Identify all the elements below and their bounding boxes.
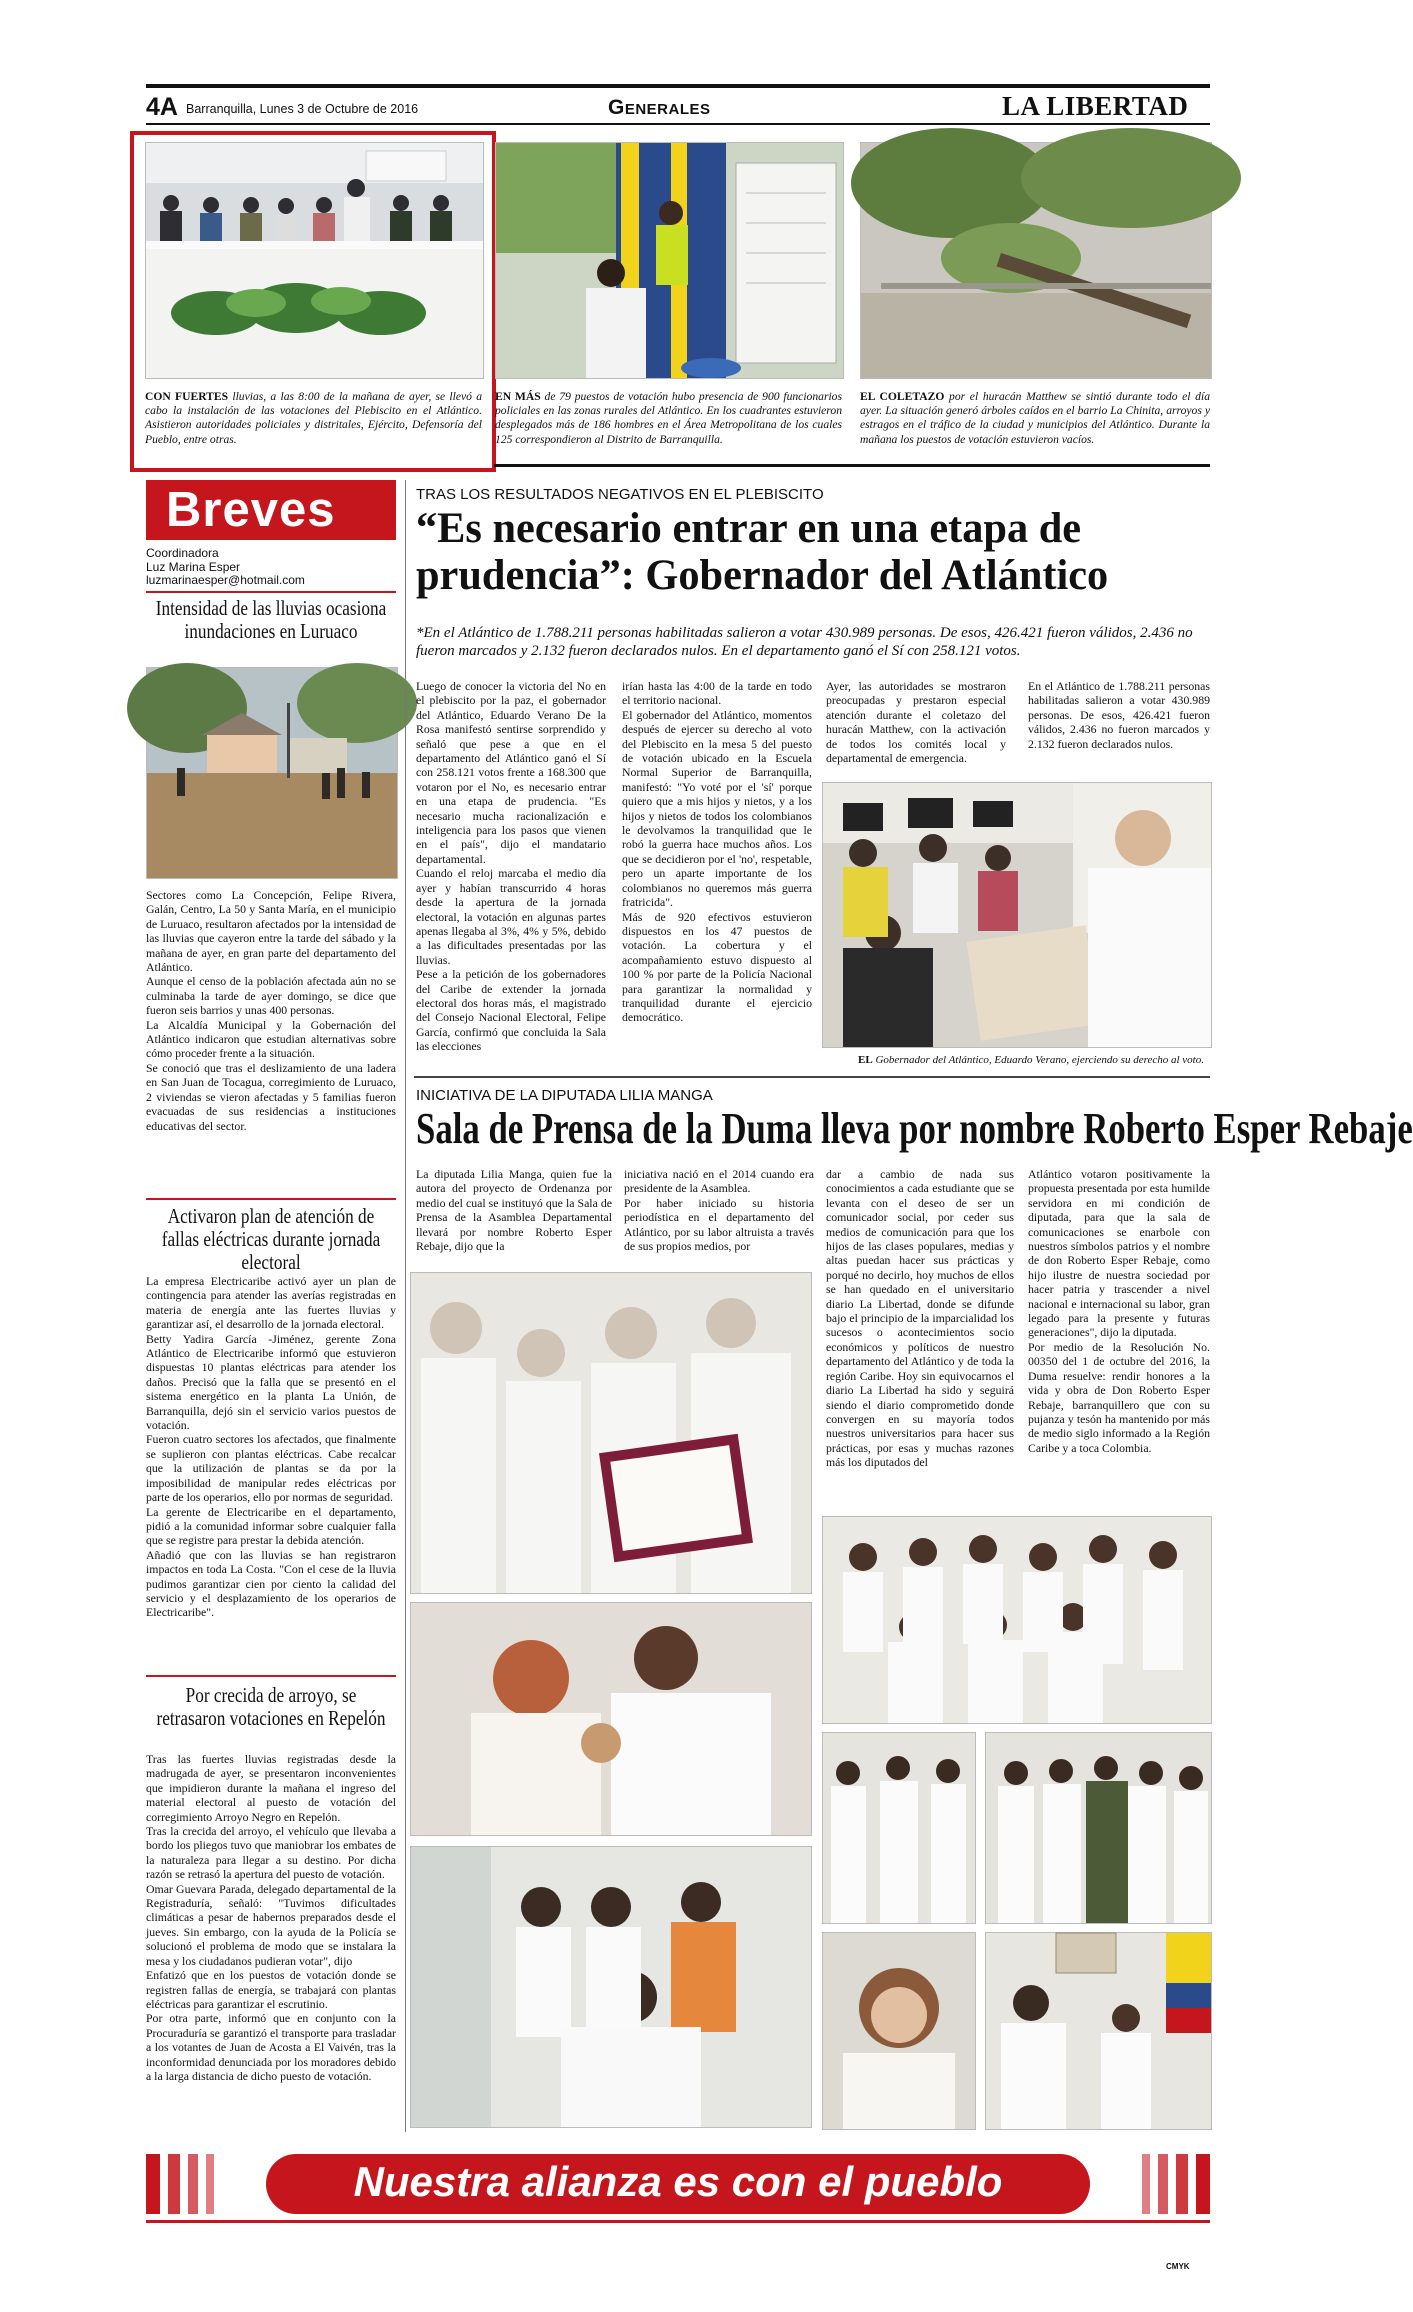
breves-banner (146, 480, 396, 540)
photo-flood-luruaco (146, 667, 398, 879)
column-divider (405, 480, 406, 2132)
page-number: 4A (146, 93, 178, 121)
article1-col2: irían hasta las 4:00 de la tarde en todo el territorio nacional. El gobernador del Atlántico, momentos después de ejercer su derecho al voto del Plebiscito en la mesa 5 del puesto de votación ubicado en la Escuela Normal Superior de Barranquilla, manifestó: "Yo voté por el 'sí' porque quiero que a mis hijos y nietos, y a los hijos y nietos de todos los colombianos le devolvamos la tranquilidad que le robó la guerra hace muchos años. Los que se decidieron por el 'no', respetable, pero un aparte importante de los colombianos no queremos más guerra fratricida". Más de 920 efectivos estuvieron dispuestos en los 47 puestos de votación. La cobertura y el acompañamiento estuvo dispuesto al 100 % por parte de la Policía Nacional para garantizar la normalidad y tranquilidad durante el ejercicio democrático. (622, 679, 812, 1025)
photo-medal-ceremony (410, 1602, 812, 1836)
photo-honoree-seated (410, 1846, 812, 2128)
breves-divider-1 (146, 591, 396, 593)
slogan-banner (146, 2152, 1210, 2216)
photo-fallen-tree (860, 142, 1212, 379)
cmyk-mark: CMYK (1166, 2262, 1190, 2271)
caption-police-voting: EN MÁS de 79 puestos de votación hubo presencia de 900 funcionarios policiales en las zonas rurales del Atlántico. En los cuadrantes estuvieron desplegados más de 186 hombres en el Área Metropolitana de los cuales 125 correspondieron al Distrito de Barranquilla. (495, 390, 842, 446)
breves-divider-2 (146, 1198, 396, 1200)
brief-body-electricaribe: La empresa Electricaribe activó ayer un plan de contingencia para atender las averías registradas en materia de energía ante las fuertes lluvias y garantizar así, el desarrollo de la jornada electoral. Betty Yadira García -Jiménez, gerente Zona Atlántico de Electricaribe informó que estuvieron dispuestas 10 plantas eléctricas para atender los daños. Precisó que la falla que se presentó en el sistema energético en la planta La Unión, de Barranquilla, dejó sin el servicio varios puestos de votación. Fueron cuatro sectores los afectados, que finalmente se suplieron con plantas eléctricas. Cabe recalcar que la utilización de plantas se da por la imposibilidad de manipular redes eléctricas por parte de los operarios, ello por normas de seguridad. La gerente de Electricaribe en el departamento, pidió a la comunidad informar sobre cualquier falla que se registre para prestar la debida atención. Añadió que con las lluvias se han registraron impactos en toda La Costa. "Con el cese de la lluvia pudimos garantizar cien por ciento la calidad del servicio y el desplazamiento de los operarios de Electricaribe". (146, 1274, 396, 1620)
caption-installation: CON FUERTES lluvias, a las 8:00 de la mañana de ayer, se llevó a cabo la instalación de las votaciones del Plebiscito en el Atlántico. Asistieron autoridades policiales y distritales, Ejército, Defensoría del Pueblo, entre otras. (145, 390, 482, 446)
coordinator-email: luzmarinaesper@hotmail.com (146, 573, 305, 587)
article-separator (414, 1076, 1210, 1078)
breves-title: Breves (166, 483, 336, 537)
footer-rule (146, 2220, 1210, 2223)
caption-fallen-tree: EL COLETAZO por el huracán Matthew se sintió durante todo el día ayer. La situación generó árboles caídos en el barrio La Chinita, arroyos y estragos en el tráfico de la ciudad y municipios del Atlántico. Durante la mañana los puestos de votación estuvieron vacíos. (860, 390, 1211, 446)
article1-headline: “Es necesario entrar en una etapa de prudencia”: Gobernador del Atlántico (416, 505, 1109, 599)
slogan-text: Nuestra alianza es con el pueblo (353, 2158, 1003, 2205)
article2-col2: iniciativa nació en el 2014 cuando era presidente de la Asamblea. Por haber iniciado su historia periodística en el departamento del Atlántico, por su labor altruista a través de sus propios medios, por (624, 1167, 814, 1254)
header-bottom-rule (146, 123, 1210, 125)
photo-men-standing (822, 1732, 976, 1924)
article1-col1: Luego de conocer la victoria del No en el plebiscito por la paz, el gobernador del Atlántico, Eduardo Verano De la Rosa manifestó sentirse sorprendido y señaló que pese a que en el departamento del Atlántico ganó el Sí con 258.121 votos frente a 168.300 que votaron por el No, es necesario entrar en una etapa de prudencia. "Es necesario mucha racionalización e inteligencia para los pasos que vienen en el país", dijo el mandatario departamental. Cuando el reloj marcaba el medio día ayer y habían transcurrido 4 horas desde la apertura de la jornada electoral, la votación en algunas partes apenas llegaba al 3%, 4% y 5%, debido a las dificultades presentadas por las lluvias. Pese a la petición de los gobernadores del Caribe de extender la jornada electoral dos horas más, el magistrado del Consejo Nacional Electoral, Felipe García, confirmó que concluida la Sala las elecciones (416, 679, 606, 1054)
newspaper-name: LA LIBERTAD (1002, 91, 1189, 121)
photo-group-resolution (410, 1272, 812, 1594)
article1-col4: En el Atlántico de 1.788.211 personas habilitadas salieron a votar 430.989 personas. De esos, 426.421 fueron válidos, 2.436 no fueron marcados y 2.132 fueron declarados nulos. (1028, 679, 1210, 751)
article2-col1: La diputada Lilia Manga, quien fue la autora del proyecto de Ordenanza por medio del cual se instituyó que la Sala de Prensa de la Asamblea Departamental llevará por nombre Roberto Esper Rebaje, dijo que la (416, 1167, 612, 1254)
photo-woman-smiling (822, 1932, 976, 2130)
photo-installation (145, 142, 484, 379)
photo-honoree-flag (985, 1932, 1212, 2130)
breves-coordinator: Coordinadora Luz Marina Esper luzmarinaesper@hotmail.com (146, 546, 305, 587)
article1-deck: *En el Atlántico de 1.788.211 personas habilitadas salieron a votar 430.989 personas. De esos, 426.421 fueron válidos, 2.436 no fueron marcados y 2.132 fueron declarados nulos. En el departamento ganó el Sí con 258.121 votos. (416, 625, 1193, 659)
photo-police-voting (495, 142, 844, 379)
brief-title-repelon: Por crecida de arroyo, se retrasaron votaciones en Repelón (156, 1683, 386, 1730)
caption-governor-voting: EL Gobernador del Atlántico, Eduardo Verano, ejerciendo su derecho al voto. (858, 1054, 1204, 1066)
breves-divider-3 (146, 1675, 396, 1677)
brief-body-repelon: Tras las fuertes lluvias registradas desde la madrugada de ayer, se presentaron inconvenientes que impidieron durante la mañana el ingreso del material electoral al puesto de votación del corregimiento Arroyo Negro en Repelón. Tras la crecida del arroyo, el vehículo que llevaba a bordo los pliegos tuvo que maniobrar los embates de la naturaleza para llegar a su destino. Por dicha razón se retrasó la apertura del puesto de votación. Omar Guevara Parada, delegado departamental de la Registraduría, señaló: "Tuvimos dificultades climáticas a pesar de habernos preparados desde el jueves. Sin embargo, con la ayuda de la Policía se solucionó el problema de modo que se instalara la mesa y los ciudadanos pudieran votar", dijo Enfatizó que en los puestos de votación donde se registren fallas de energía, se trabajará con plantas eléctricas para garantizar el escrutinio. Por otra parte, informó que en conjunto con la Procuraduría se garantizó el transporte para trasladar a los votantes de Juan de Acosta a El Vaivén, tras la inconformidad denunciada por los moradores debido a la larga distancia de dicho puesto de votación. (146, 1752, 396, 2083)
photo-governor-voting (822, 782, 1212, 1048)
brief-title-luruaco: Intensidad de las lluvias ocasiona inundaciones en Luruaco (155, 596, 387, 643)
article2-col3: dar a cambio de nada sus conocimientos a cada estudiante que se levanta con el deseo de ser un comunicador social, por ceder sus medios de comunicación para que los hijos de las clases populares, medias y altas puedan hacer sus prácticas y porqué no decirlo, hoy muchos de ellos se han quedado en el universitario diario La Libertad, donde se difunde bajo el principio de la imparcialidad los sucesos o acontecimientos socio económicos y políticos de nuestro departamento del Atlántico y de toda la región Caribe. Hoy sin equivocarnos el diario La Libertad ha sido y seguirá siendo el diario comprometido donde convergen en su mayoría todos nuestros universitarios para hacer sus prácticas, por esas y muchas razones más los diputados del (826, 1167, 1014, 1470)
article2-headline: Sala de Prensa de la Duma lleva por nombre Roberto Esper Rebaje (416, 1104, 1413, 1153)
photo-police-officer (985, 1732, 1212, 1924)
photo-group-white (822, 1516, 1212, 1724)
article1-col3: Ayer, las autoridades se mostraron preocupadas y prestaron especial atención durante el coletazo del huracán Matthew, con la activación de todos los comités local y departamental de emergencia. (826, 679, 1006, 766)
article2-kicker: INICIATIVA DE LA DIPUTADA LILIA MANGA (416, 1087, 713, 1104)
header-top-rule (146, 84, 1210, 88)
date-line: Barranquilla, Lunes 3 de Octubre de 2016 (186, 102, 419, 116)
article1-kicker: TRAS LOS RESULTADOS NEGATIVOS EN EL PLEBISCITO (416, 486, 824, 503)
section-name: Generales (608, 96, 711, 119)
brief-title-electricaribe: Activaron plan de atención de fallas eléctricas durante jornada electoral (161, 1204, 381, 1274)
article2-col4: Atlántico votaron positivamente la propuesta presentada por esta humilde servidora en mi condición de diputada, para que la sala de comunicaciones se enarbole con nuestros símbolos patrios y el nombre de don Roberto Esper Rebaje, como hijo ilustre de nuestra sociedad por hacer patria y trascender a nivel nacional e internacional su labor, gran legado para la presente y futuras generaciones", dijo la diputada. Por medio de la Resolución No. 00350 del 1 de octubre del 2016, la Duma resuelve: rendir honores a la vida y obra de Don Roberto Esper Rebaje, barranquillero que con su pujanza y tesón ha mantenido por más de medio siglo informado a la Región Caribe y a toca Colombia. (1028, 1167, 1210, 1455)
top-section-rule (494, 464, 1210, 467)
brief-body-luruaco: Sectores como La Concepción, Felipe Rivera, Galán, Centro, La 50 y Santa María, en el municipio de Luruaco, resultaron afectados por la intensidad de las lluvias que cayeron entre la tarde del sábado y la mañana de ayer, en gran parte del departamento del Atlántico. Aunque el censo de la población afectada aún no se culminaba la tarde de ayer domingo, se dice que fueron seis barrios y unas 400 personas. La Alcaldía Municipal y la Gobernación del Atlántico indicaron que estudian alternativas sobre cómo proceder frente a la situación. Se conoció que tras el deslizamiento de una ladera en San Juan de Tocagua, corregimiento de Luruaco, 2 viviendas se vieron afectadas y 5 familias fueron evacuadas de sus residencias a instituciones educativas del sector. (146, 888, 396, 1133)
